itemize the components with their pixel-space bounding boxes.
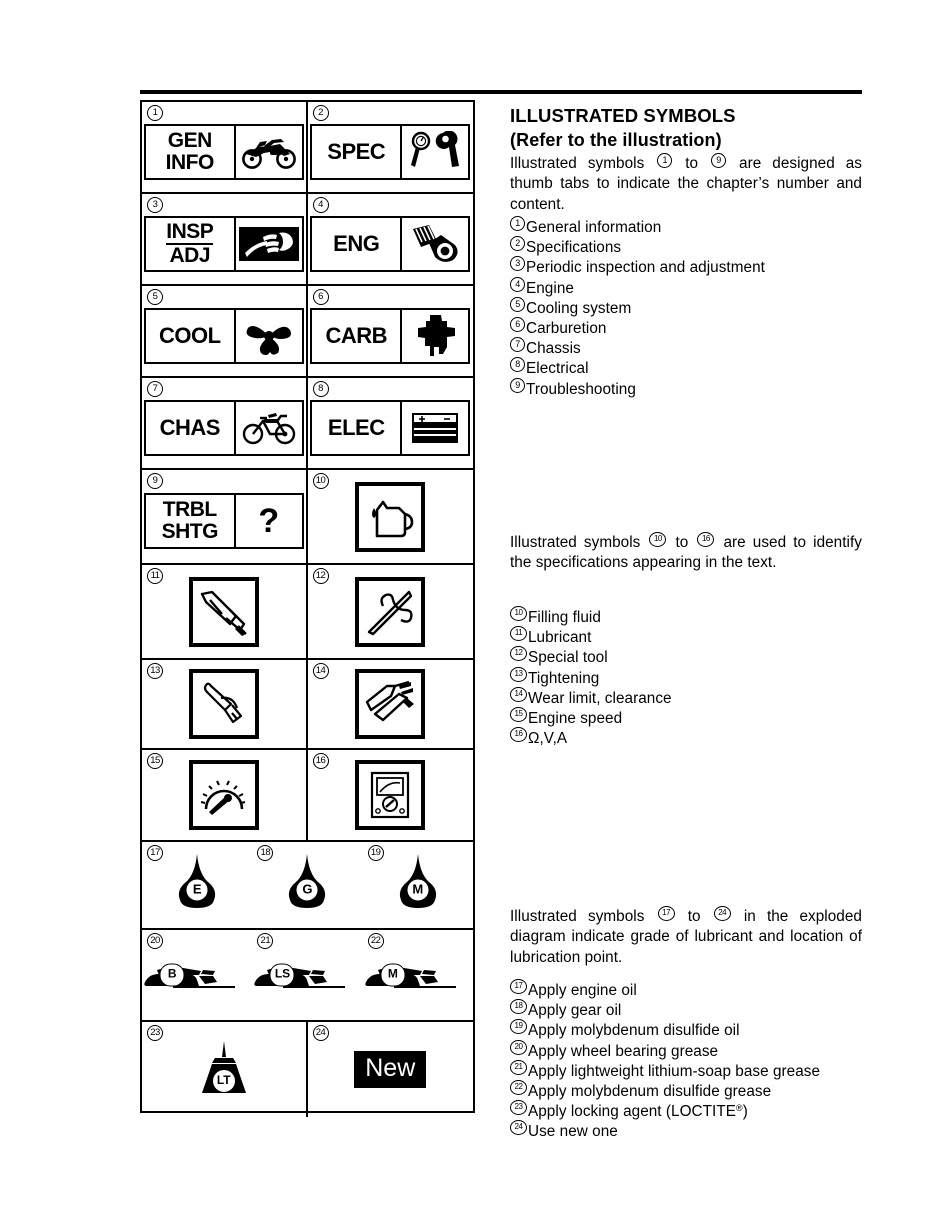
paragraph-text xyxy=(510,532,862,574)
symbol-cell-10[interactable] xyxy=(308,470,474,563)
list-item xyxy=(510,1120,862,1140)
circled-number: 17 xyxy=(658,906,675,921)
symbol-number: 11 xyxy=(147,568,163,584)
symbol-cell-3[interactable] xyxy=(142,194,308,284)
list-item-label: Apply molybdenum disulfide oil xyxy=(528,1022,740,1040)
para-part: in the exploded diagram indicate grade of lubricant and location of lubrication point. xyxy=(510,908,862,966)
label-line-2: ADJ xyxy=(169,243,210,267)
list-item-label: Use new one xyxy=(528,1123,618,1141)
page-title: ILLUSTRATED SYMBOLS xyxy=(510,105,736,126)
grease-symbol-moly-icon xyxy=(364,958,472,992)
symbol-cell-17[interactable] xyxy=(142,842,252,928)
symbol-cell-9[interactable] xyxy=(142,470,308,563)
list-container xyxy=(510,979,862,1141)
list-item xyxy=(510,297,862,317)
thumb-tab-label xyxy=(146,218,234,270)
specification-symbol-list xyxy=(510,606,862,747)
circled-number: 3 xyxy=(510,256,525,271)
list-item xyxy=(510,1019,862,1039)
circled-number: 9 xyxy=(711,153,726,168)
symbol-cell-19[interactable] xyxy=(363,842,473,928)
circled-number: 14 xyxy=(510,687,527,702)
symbol-cell-18[interactable] xyxy=(252,842,362,928)
para-part: to xyxy=(675,534,689,551)
grease-symbol-lithium-soap-icon xyxy=(253,958,361,992)
thumb-tab xyxy=(310,308,470,364)
list-item-label: Specifications xyxy=(526,239,622,257)
symbol-number: 3 xyxy=(147,197,163,213)
thumb-tab-label xyxy=(312,402,400,454)
symbol-number: 2 xyxy=(313,105,329,121)
intro-paragraph-1 xyxy=(510,153,862,215)
circled-number: 9 xyxy=(510,378,525,393)
circled-number: 6 xyxy=(510,317,525,332)
thumb-tab xyxy=(310,400,470,456)
list-item-label: General information xyxy=(526,219,662,236)
symbol-number: 9 xyxy=(147,473,163,489)
symbol-number: 24 xyxy=(313,1025,329,1041)
list-item xyxy=(510,667,862,687)
symbol-number: 16 xyxy=(313,753,329,769)
list-item xyxy=(510,1100,862,1120)
list-item xyxy=(510,256,862,276)
torque-wrench-tightening-icon xyxy=(189,669,259,739)
symbol-number: 7 xyxy=(147,381,163,397)
symbol-cell-4[interactable] xyxy=(308,194,474,284)
locking-agent-letter: LT xyxy=(212,1069,236,1093)
label-line-2: SHTG xyxy=(161,520,218,543)
list-item-label: Engine speed xyxy=(528,710,623,728)
hand-tool-icon xyxy=(234,218,302,270)
registered-mark: ® xyxy=(736,1103,743,1114)
circled-number: 16 xyxy=(697,532,714,547)
thumb-tab xyxy=(144,308,304,364)
dial-gauge-wrench-icon xyxy=(400,126,468,178)
symbol-number: 6 xyxy=(313,289,329,305)
list-item-label-tail: ) xyxy=(742,1103,748,1121)
thumb-tab-label xyxy=(146,126,234,178)
symbol-row xyxy=(142,565,473,660)
symbol-number: 10 xyxy=(313,473,329,489)
symbol-row xyxy=(142,660,473,750)
label-line-1: SPEC xyxy=(327,139,386,164)
symbol-row xyxy=(142,286,473,378)
circled-number: 2 xyxy=(510,236,525,251)
symbol-number: 1 xyxy=(147,105,163,121)
circled-number: 16 xyxy=(510,727,527,742)
symbol-cell-13[interactable] xyxy=(142,660,308,748)
list-item-label: Engine xyxy=(526,279,574,297)
thumb-tab xyxy=(144,216,304,272)
intro-paragraph-3 xyxy=(510,906,862,968)
circled-number: 24 xyxy=(714,906,731,921)
new-part-badge: New xyxy=(354,1051,426,1088)
carburetor-icon xyxy=(400,310,468,362)
list-item xyxy=(510,337,862,357)
thumb-tab-label xyxy=(312,310,400,362)
list-item xyxy=(510,1080,862,1100)
symbol-cell-24[interactable] xyxy=(308,1022,474,1117)
motorcycle-offroad-icon xyxy=(234,126,302,178)
symbol-row xyxy=(142,750,473,842)
oil-drop-gear-icon xyxy=(284,854,330,916)
oil-grade-letter: E xyxy=(186,879,209,902)
symbol-number: 5 xyxy=(147,289,163,305)
question-mark-icon xyxy=(234,495,302,547)
list-item-label: Lubricant xyxy=(528,629,592,647)
list-item-label: Periodic inspection and adjustment xyxy=(526,259,765,277)
locking-agent-icon xyxy=(196,1041,252,1099)
symbol-cell-20[interactable] xyxy=(142,930,252,1020)
list-item xyxy=(510,687,862,707)
list-item xyxy=(510,277,862,297)
list-item-label: Tightening xyxy=(528,669,600,687)
circled-number: 23 xyxy=(510,1100,527,1115)
grease-grade-letter: B xyxy=(160,964,185,987)
list-item xyxy=(510,357,862,377)
para-part: Illustrated symbols xyxy=(510,534,641,551)
label-line-1: GEN xyxy=(167,128,212,152)
circled-number: 1 xyxy=(657,153,672,168)
symbol-cell-21[interactable] xyxy=(252,930,362,1020)
list-item-label: Troubleshooting xyxy=(526,380,636,398)
thumb-tab xyxy=(310,216,470,272)
paragraph-text xyxy=(510,153,862,215)
battery-icon xyxy=(400,402,468,454)
label-line-1: CHAS xyxy=(159,415,220,440)
symbol-cell-6[interactable] xyxy=(308,286,474,376)
list-item xyxy=(510,999,862,1019)
question-mark-glyph: ? xyxy=(258,502,280,540)
symbol-number: 22 xyxy=(368,933,384,949)
para-part: are used to identify the specifications appearing in the text. xyxy=(510,534,862,572)
list-container xyxy=(510,606,862,747)
symbol-cell-12[interactable] xyxy=(308,565,474,658)
caliper-wear-limit-icon xyxy=(355,669,425,739)
thumb-tab xyxy=(310,124,470,180)
label-line-1: TRBL xyxy=(162,498,217,521)
oil-grade-letter: M xyxy=(406,879,429,902)
lubricant-symbol-list xyxy=(510,979,862,1141)
list-item-label: Apply molybdenum disulfide grease xyxy=(528,1083,772,1101)
circled-number: 22 xyxy=(510,1080,527,1095)
circled-number: 15 xyxy=(510,707,527,722)
symbol-number: 21 xyxy=(257,933,273,949)
symbol-number: 17 xyxy=(147,845,163,861)
symbol-number: 20 xyxy=(147,933,163,949)
symbol-number: 4 xyxy=(313,197,329,213)
header-rule xyxy=(140,90,862,94)
symbol-row xyxy=(142,194,473,286)
circled-number: 24 xyxy=(510,1120,527,1135)
symbol-cell-14[interactable] xyxy=(308,660,474,748)
circled-number: 5 xyxy=(510,297,525,312)
list-item-label: Ω,V,A xyxy=(528,730,568,748)
symbol-cell-7[interactable] xyxy=(142,378,308,468)
list-item-label: Apply gear oil xyxy=(528,1002,622,1020)
list-item xyxy=(510,646,862,666)
thumb-tab xyxy=(144,124,304,180)
list-item xyxy=(510,727,862,747)
thumb-tab-label xyxy=(146,402,234,454)
circled-number: 19 xyxy=(510,1019,527,1034)
multimeter-icon xyxy=(355,760,425,830)
label-line-1: COOL xyxy=(158,323,221,348)
symbol-number: 23 xyxy=(147,1025,163,1041)
symbol-number: 13 xyxy=(147,663,163,679)
symbol-cell-16[interactable] xyxy=(308,750,474,840)
symbol-number: 12 xyxy=(313,568,329,584)
symbol-cell-2[interactable] xyxy=(308,102,474,192)
symbol-cell-8[interactable] xyxy=(308,378,474,468)
symbol-number: 15 xyxy=(147,753,163,769)
list-container xyxy=(510,216,862,398)
list-item xyxy=(510,317,862,337)
circled-number: 4 xyxy=(510,277,525,292)
circled-number: 13 xyxy=(510,667,527,682)
illustrated-symbols-heading-block xyxy=(510,103,862,153)
list-item xyxy=(510,1060,862,1080)
circled-number: 17 xyxy=(510,979,527,994)
thumb-tab xyxy=(144,400,304,456)
list-item-label: Carburetion xyxy=(526,320,607,338)
circled-number: 20 xyxy=(510,1040,527,1055)
symbol-number: 14 xyxy=(313,663,329,679)
oil-drop-moly-icon xyxy=(395,854,441,916)
circled-number: 8 xyxy=(510,357,525,372)
symbol-row-oil-drops xyxy=(142,842,473,930)
tachometer-engine-speed-icon xyxy=(189,760,259,830)
symbol-cell-1[interactable] xyxy=(142,102,308,192)
symbol-cell-11[interactable] xyxy=(142,565,308,658)
circled-number: 21 xyxy=(510,1060,527,1075)
list-item-label: Apply wheel bearing grease xyxy=(528,1042,719,1060)
para-part: to xyxy=(685,155,699,172)
piston-crankshaft-icon xyxy=(400,218,468,270)
para-part: Illustrated symbols xyxy=(510,155,645,172)
symbol-row xyxy=(142,102,473,194)
symbol-number: 19 xyxy=(368,845,384,861)
circled-number: 7 xyxy=(510,337,525,352)
symbol-row xyxy=(142,378,473,470)
list-item-label: Chassis xyxy=(526,340,581,358)
circled-number: 10 xyxy=(649,532,666,547)
symbol-row-grease xyxy=(142,930,473,1022)
list-item xyxy=(510,378,862,398)
circled-number: 1 xyxy=(510,216,525,231)
circled-number: 11 xyxy=(510,626,527,641)
symbol-number: 8 xyxy=(313,381,329,397)
intro-paragraph-2 xyxy=(510,532,862,574)
thumb-tab-label xyxy=(146,495,234,547)
symbol-cell-5[interactable] xyxy=(142,286,308,376)
list-item xyxy=(510,1040,862,1060)
list-item xyxy=(510,216,862,236)
label-line-1: ENG xyxy=(333,231,380,256)
symbol-number: 18 xyxy=(257,845,273,861)
grease-grade-letter: M xyxy=(380,964,405,987)
oil-can-filling-icon xyxy=(355,482,425,552)
oil-grade-letter: G xyxy=(296,879,319,902)
oil-drop-engine-icon xyxy=(174,854,220,916)
thumb-tab-label xyxy=(312,126,400,178)
list-item-label: Apply lightweight lithium-soap base grease xyxy=(528,1062,821,1080)
motorcycle-chassis-icon xyxy=(234,402,302,454)
label-line-2: INFO xyxy=(165,150,214,174)
list-item xyxy=(510,979,862,999)
symbol-cell-22[interactable] xyxy=(363,930,473,1020)
list-item-label: Filling fluid xyxy=(528,609,601,626)
grease-gun-lubricant-icon xyxy=(189,577,259,647)
label-line-1: CARB xyxy=(325,323,388,348)
list-item-label: Apply locking agent (LOCTITE xyxy=(528,1103,736,1121)
grease-grade-letter: LS xyxy=(270,964,295,987)
symbol-row xyxy=(142,1022,473,1117)
special-tool-icon xyxy=(355,577,425,647)
paragraph-text xyxy=(510,906,862,968)
list-item-label: Electrical xyxy=(526,360,589,378)
thumb-tab-label xyxy=(312,218,400,270)
illustrated-symbols-grid xyxy=(140,100,475,1113)
chapter-list xyxy=(510,216,862,398)
symbol-row xyxy=(142,470,473,565)
fan-impeller-icon xyxy=(234,310,302,362)
para-part: Illustrated symbols xyxy=(510,908,645,925)
para-part: are designed as thumb tabs to indicate the chapter’s number and content. xyxy=(510,155,862,213)
list-item xyxy=(510,606,862,626)
list-item-label: Cooling system xyxy=(526,299,632,317)
circled-number: 10 xyxy=(510,606,527,621)
list-item xyxy=(510,707,862,727)
symbol-cell-23[interactable] xyxy=(142,1022,308,1117)
list-item-label: Special tool xyxy=(528,649,608,667)
list-item xyxy=(510,626,862,646)
grease-symbol-wheel-bearing-icon xyxy=(143,958,251,992)
list-item-label: Wear limit, clearance xyxy=(528,689,672,707)
thumb-tab-label xyxy=(146,310,234,362)
symbol-cell-15[interactable] xyxy=(142,750,308,840)
label-line-1: ELEC xyxy=(327,415,385,440)
list-item-label: Apply engine oil xyxy=(528,982,637,999)
label-line-1: INSP xyxy=(166,219,214,243)
list-item xyxy=(510,236,862,256)
circled-number: 18 xyxy=(510,999,527,1014)
para-part: to xyxy=(687,908,701,925)
thumb-tab xyxy=(144,493,304,549)
circled-number: 12 xyxy=(510,646,527,661)
page-subtitle: (Refer to the illustration) xyxy=(510,130,722,150)
